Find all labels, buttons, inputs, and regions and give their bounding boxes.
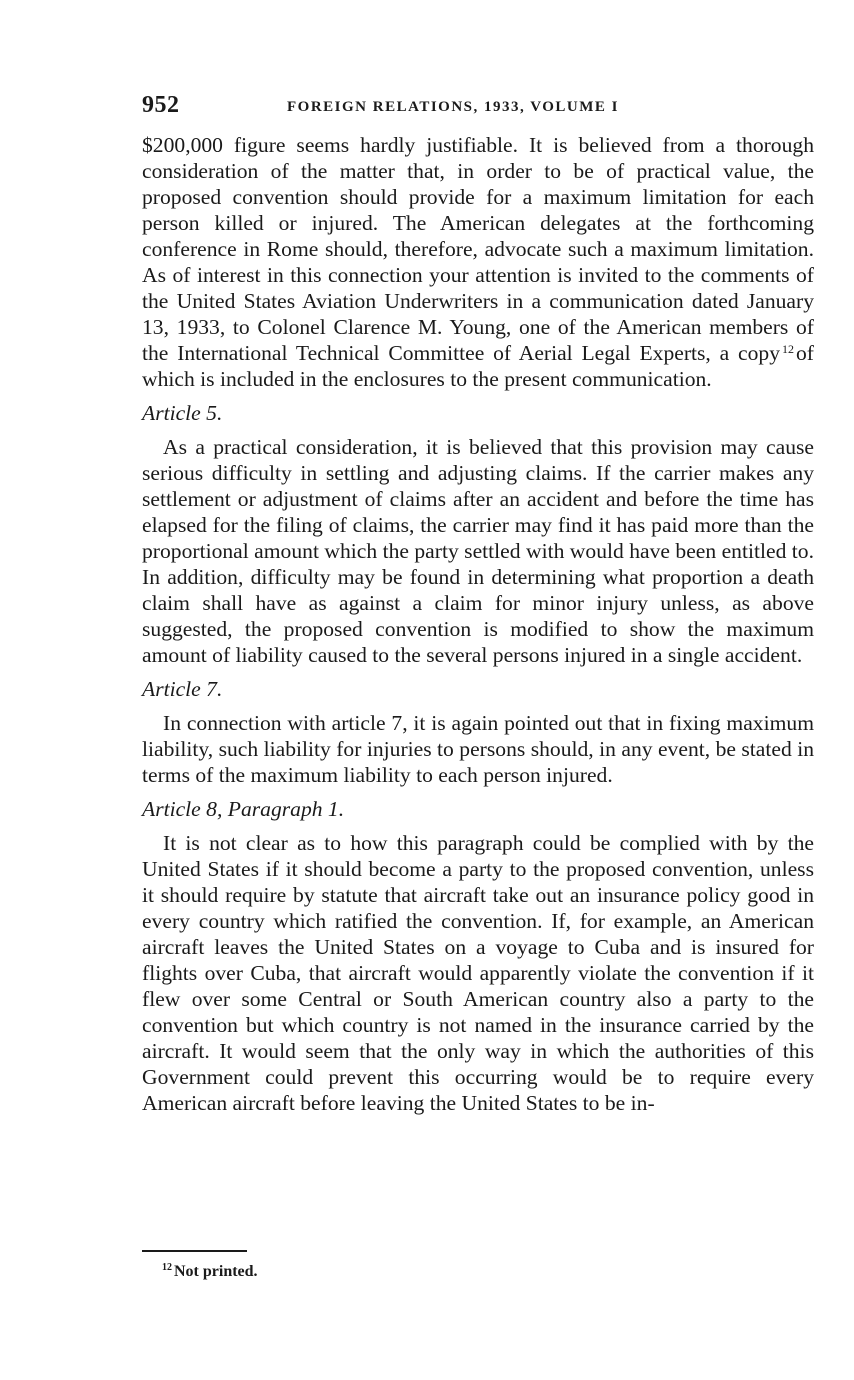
article-7-heading: Article 7.: [142, 677, 223, 701]
article-5-heading: Article 5.: [142, 401, 223, 425]
article-5-paragraph: As a practical consideration, it is believed that this provision may cause serious difficulty in settling and adjusting claims. If the carrier makes any settlement or adjustment of claims after an accident and before the time has elapsed for the filing of claims, the carrier may find it has paid more than the proportional amount which the party settled with would have been entitled to. In addition, difficulty may be found in determining what proportion a death claim shall have as against a claim for minor injury unless, as above suggested, the proposed convention is modified to show the maximum amount of liability caused to the several persons injured in a single accident.: [142, 435, 814, 667]
running-head: [142, 92, 814, 128]
article-8-paragraph: It is not clear as to how this paragraph could be complied with by the United States if it should become a party to the proposed convention, unless it should require by statute that aircraft take out an insurance policy good in every country which ratified the convention. If, for example, an American aircraft leaves the United States on a voyage to Cuba and is insured for flights over Cuba, that aircraft would apparently violate the convention if it flew over some Central or South American country also a party to the convention but which country is not named in the insurance carried by the aircraft. It would seem that the only way in which the authorities of this Government could prevent this occurring would be to require every American aircraft before leaving the United States to be in-: [142, 831, 814, 1115]
paragraph-text: of which is included in the enclosures to the present communication.: [142, 341, 814, 391]
paragraph-continued: [142, 132, 814, 392]
paragraph-text: $200,000 figure seems hardly justifiable. It is believed from a thorough consideration of the matter that, in order to be of practical value, the proposed convention should provide for a maximum limitation for each person killed or injured. The American delegates at the forthcoming conference in Rome should, therefore, advocate such a maximum limitation. As of interest in this connection your attention is invited to the comments of the United States Aviation Underwriters in a communication dated January 13, 1933, to Colonel Clarence M. Young, one of the American members of the International Technical Committee of Aerial Legal Experts, a copy: [142, 133, 814, 365]
document-page: [142, 92, 814, 1116]
footnote-divider: [142, 1250, 247, 1252]
footnote-text: Not printed.: [174, 1263, 258, 1280]
page-number: 952: [142, 92, 180, 118]
running-title: FOREIGN RELATIONS, 1933, VOLUME I: [287, 99, 620, 115]
footnote-marker: 12: [162, 1262, 172, 1273]
footnote-reference: 12: [782, 342, 794, 356]
footnote: [162, 1262, 258, 1281]
article-8-heading: Article 8, Paragraph 1.: [142, 797, 345, 821]
article-7-paragraph: In connection with article 7, it is again pointed out that in fixing maximum liability, such liability for injuries to persons should, in any event, be stated in terms of the maximum liability to each person injured.: [142, 711, 814, 787]
